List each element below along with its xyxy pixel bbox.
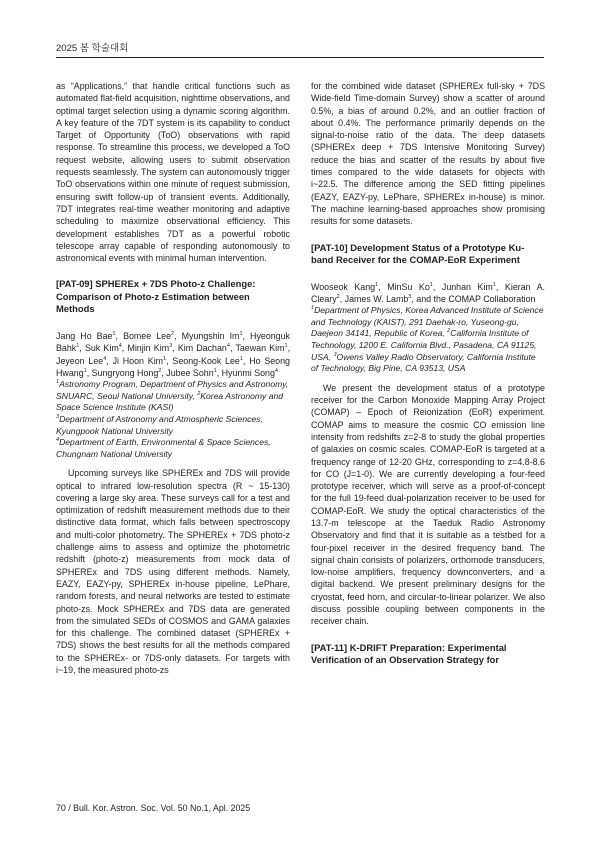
affiliation-mark: 4 xyxy=(56,437,60,444)
author-affiliation-mark: 2 xyxy=(171,330,175,337)
affiliation-text: Astronomy Program, Department of Physics and Astronomy, SNUARC, Seoul National University, xyxy=(56,379,289,401)
pat10-title: [PAT-10] Development Status of a Prototype Ku-band Receiver for the COMAP-EoR Experiment xyxy=(311,241,525,266)
author-name: Suk Kim xyxy=(84,343,119,354)
author-affiliation-mark: 3 xyxy=(408,293,412,300)
author-separator: , xyxy=(121,343,128,354)
author-affiliation-mark: 2 xyxy=(158,367,162,374)
affiliation-mark: 3 xyxy=(56,414,60,421)
author-affiliation-mark: 1 xyxy=(239,355,243,362)
author-affiliation-mark: 1 xyxy=(112,330,116,337)
author-name: Minjin Kim xyxy=(127,343,170,354)
author-separator: , xyxy=(378,281,388,292)
author-separator: , xyxy=(432,281,442,292)
author-affiliation-mark: 1 xyxy=(375,281,379,288)
affiliation-mark: 2 xyxy=(197,390,201,397)
author-affiliation-mark: 1 xyxy=(163,355,167,362)
affiliation-text: California Institute of Technology, 1200 E. California Blvd., Pasadena, CA 91125, USA, xyxy=(311,328,537,362)
author-separator: , xyxy=(174,330,182,341)
affiliation-text: Department of Astronomy and Atmospheric Sciences, Kyungpook National University xyxy=(56,413,263,436)
author-affiliation-mark: 1 xyxy=(492,281,496,288)
author-separator: , xyxy=(166,355,173,366)
author-name: MinSu Ko xyxy=(387,281,430,292)
author-name: Jubee Sohn xyxy=(166,367,214,378)
pat09-authors xyxy=(56,330,290,379)
author-name: Junhan Kim xyxy=(441,281,493,292)
affiliation-text: Korea Astronomy and Space Science Institute (KASI) xyxy=(56,390,284,413)
affiliation-block xyxy=(311,305,545,375)
author-name: Taewan Kim xyxy=(235,343,285,354)
author-separator: , xyxy=(172,343,178,354)
author-separator: , xyxy=(115,330,124,341)
pat09-title: [PAT-09] SPHEREx + 7DS Photo-z Challenge: Comparison of Photo-z Estimation between Methods xyxy=(56,278,256,315)
affiliation-text: Department of Earth, Environmental & Space Sciences, Chungnam National University xyxy=(56,437,271,459)
author-name: Seong-Kook Lee xyxy=(172,355,240,366)
author-affiliation-mark: 4 xyxy=(118,343,122,350)
author-name: Kim Dachan xyxy=(177,343,227,354)
author-name: Ji Hoon Kim xyxy=(112,355,164,366)
author-affiliation-mark: 1 xyxy=(83,367,87,374)
affiliation-mark: 1 xyxy=(311,305,315,312)
continued-abstract-pat08: as “Applications,” that handle critical functions such as automated flat-field acquisition, nighttime observations, and optimal target selection using a dynamic scoring algorithm. A key feature of the 7DT system is its capability to conduct Target of Opportunity (ToO) observations with rapid response. To streamline this process, we developed a ToO request website, allowing users to submit observation requests seamlessly. The system can autonomously trigger ToO observations within one minute of request submission, ensuring swift follow-up of transient events. Additionally, 7DT integrates real-time weather monitoring and adaptive scheduling to maximize observational efficiency. This development establishes 7DT as a powerful robotic telescope array capable of responding autonomously to astronomical events with minimal human intervention. xyxy=(56,81,290,264)
author-name: Myungshin Im xyxy=(181,330,240,341)
author-separator: , xyxy=(229,343,236,354)
pat10-authors xyxy=(311,281,545,306)
author-separator: , xyxy=(339,293,345,304)
author-name: Hyunmi Song xyxy=(221,367,275,378)
author-separator: , xyxy=(79,343,85,354)
author-separator: , xyxy=(86,367,92,378)
author-name: Kieran A. Cleary xyxy=(311,281,546,304)
author-affiliation-mark: 2 xyxy=(336,293,340,300)
author-affiliation-mark: 1 xyxy=(76,343,80,350)
affiliation-mark: 1 xyxy=(56,379,60,386)
author-affiliation-mark: 4 xyxy=(274,367,278,374)
author-separator: , xyxy=(287,343,291,354)
author-affiliation-mark: 1 xyxy=(284,343,288,350)
author-affiliation-mark: 1 xyxy=(239,330,243,337)
affiliation-block xyxy=(56,379,290,460)
affiliation-mark: 3 xyxy=(333,351,337,358)
affiliation-text: Owens Valley Radio Observatory, California Institute of Technology, Big Pine, CA 93513, USA xyxy=(311,351,536,374)
author-separator: , xyxy=(242,330,251,341)
author-separator: , xyxy=(106,355,113,366)
pat11-title: [PAT-11] K-DRIFT Preparation: Experimental Verification of an Observation Strategy for xyxy=(311,641,507,666)
author-separator: , and the COMAP Collaboration xyxy=(411,293,536,304)
running-header: 2025 봄 학술대회 xyxy=(56,43,129,54)
author-affiliation-mark: 1 xyxy=(429,281,433,288)
author-separator: , xyxy=(216,367,222,378)
left-column xyxy=(56,80,290,676)
author-affiliation-mark: 1 xyxy=(213,367,217,374)
pat09-affiliations xyxy=(56,379,290,460)
author-name: Jang Ho Bae xyxy=(56,330,113,341)
author-name: James W. Lamb xyxy=(344,293,409,304)
author-name: Hyeonguk Bahk xyxy=(56,330,290,354)
pat09-abstract-continued: for the combined wide dataset (SPHEREx full-sky + 7DS Wide-field Time-domain Survey) show a scatter of around 0.5%, a bias of around 0.2%, and an outlier fraction of about 0.4%. The performance primarily depends on the signal-to-noise ratio of the data. The deep datasets (SPHEREx deep + 7DS Intensive Monitoring Survey) reduce the bias and scatter of the results by about five times compared to the wide datasets for objects with i~22.5. The difference among the SED fitting pipelines (EAZY, EAZY-py, LePhare, SPHEREx in-house) is minor. The machine learning-based approaches show promising results for some datasets. xyxy=(311,81,545,227)
author-name: Jeyeon Lee xyxy=(56,355,104,366)
author-name: Wooseok Kang xyxy=(311,281,376,292)
author-affiliation-mark: 4 xyxy=(103,355,107,362)
author-name: Ho Seong Hwang xyxy=(56,355,290,378)
pat09-abstract: Upcoming surveys like SPHEREx and 7DS will provide optical to infrared low-resolution spectra (R ~ 15-130) covering a large sky area. These surveys call for a test and optimization of redshift measurement methods due to their distinctive data format, which falls between spectroscopy and multi-color photometry. The SPHEREx + 7DS photo-z challenge aims to assess and optimize the photometric redshift (photo-z) measurements from mock data of SPHEREx and 7DS using different methods. Namely, EAZY, EAZY-py, SPHEREx in-house pipeline, LePhare, random forests, and neural networks are tested to estimate photo-zs. Mock SPHEREx and 7DS data are generated from the simulated SEDs of COSMOS and GAMA galaxies for this challenge. The combined dataset (SPHEREx + 7DS) shows the best results for all the methods compared to the SPHEREx- or 7DS-only datasets. For targets with i~19, the measured photo-zs xyxy=(56,468,290,676)
author-name: Bomee Lee xyxy=(123,330,172,341)
affiliation-mark: 2 xyxy=(447,328,451,335)
header-rule xyxy=(56,57,544,58)
author-name: Sungryong Hong xyxy=(91,367,159,378)
pat10-abstract: We present the development status of a prototype receiver for the Carbon Monoxide Mapping Array Project (COMAP) – Epoch of Reionization (EoR) experiment. COMAP aims to measure the cosmic CO emission line intensity from redshifts z=2-8 to study the global properties of galaxies on cosmic scales. COMAP-EoR is targeted at a frequency range of 12-20 GHz, corresponding to z=4.8-8.6 for CO (J=1-0). We are currently developing a four-feed prototype receiver, which will serve as a proof-of-concept for the full 19-feed dual-polarization receiver to be used for COMAP-EoR. We study the optical characteristics of the 13.7-m telescope at the Taeduk Radio Astronomy Observatory and find that it is suitable as a testbed for a four-pixel receiver in the desired frequency band. The signal chain consists of polarizers, orthomode transducers, low-noise amplifiers, frequency downconverters, and a digital backend. We present preliminary designs for the cryostat, feed horn, and circular-to-linear polarizer. We also discuss possible coupling between components in the receiver chain. xyxy=(311,382,545,627)
affiliation-text: Department of Physics, Korea Advanced Institute of Science and Technology (KAIST), 291 Daehak-ro, Yuseong-gu, Daejeon 34141, Republic of Korea, xyxy=(311,305,544,339)
author-separator: , xyxy=(242,355,250,366)
pat10-affiliations xyxy=(311,305,545,375)
author-separator: , xyxy=(161,367,167,378)
author-affiliation-mark: 3 xyxy=(169,343,173,350)
author-affiliation-mark: 4 xyxy=(226,343,230,350)
page-footer: 70 / Bull. Kor. Astron. Soc. Vol. 50 No.1, Apl. 2025 xyxy=(56,803,251,813)
author-separator: , xyxy=(495,281,505,292)
right-column xyxy=(311,80,545,667)
